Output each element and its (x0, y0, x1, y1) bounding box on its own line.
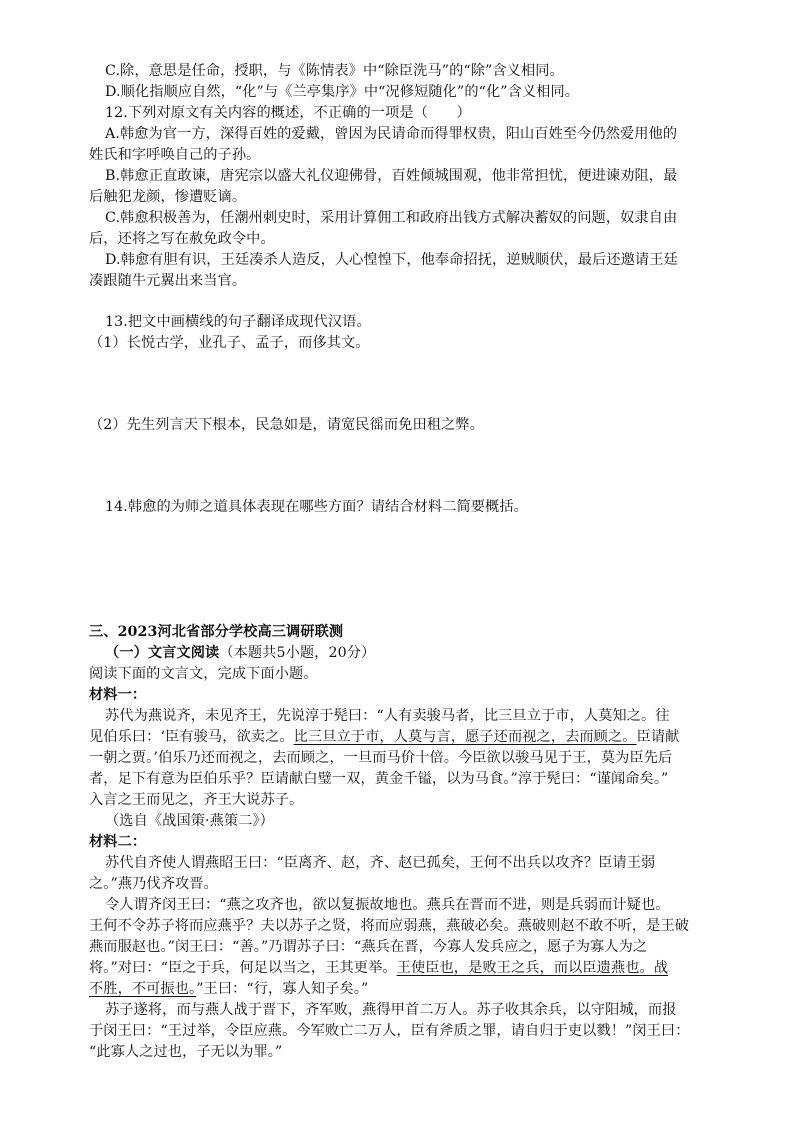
material-2-line7 (89, 979, 729, 1000)
material-2-line4: 王何不令苏子将而应燕乎？夫以苏子之贤，将而应弱燕，燕破必矣。燕破则赵不敢不听，是王破 (89, 918, 690, 934)
m1-l2-a: 见伯乐曰：‘臣有骏马，欲卖之。 (89, 729, 294, 745)
q11-option-d: D.顺化指顺应自然，“化”与《兰亭集序》中“况修短随化”的“化”含义相同。 (105, 84, 580, 100)
q13-sentence-1: （1）长悦古学，业孔子、孟子，而侈其文。 (89, 335, 370, 351)
m1-l2-b: 臣请献 (636, 729, 680, 745)
q12-option-d-line2: 凑跟随牛元翼出来当官。 (89, 273, 247, 289)
material-2-line3: 令人谓齐闵王曰：“燕之攻齐也，欲以复振故地也。燕兵在晋而不进，则是兵弱而计疑也。 (105, 897, 670, 913)
material-2-line10: “此寡人之过也，子无以为罪。” (89, 1044, 283, 1060)
section3-title: 三、2023河北省部分学校高三调研联测 (89, 624, 344, 640)
material-1-line5: 入言之王而见之，齐王大说苏子。 (89, 792, 304, 808)
m2-underlined-sentence-part2: 不胜，不可振也。 (89, 981, 197, 997)
subheading-bold: （一）文言文阅读 (105, 645, 220, 661)
material-2-line6 (89, 958, 729, 979)
material-2-line2: 之。”燕乃伐齐攻晋。 (89, 876, 218, 892)
subheading-rest: （本题共5小题，20分） (219, 645, 376, 661)
q12-option-d-line1: D.韩愈有胆有识，王廷凑杀人造反，人心惶惶下，他奉命招抚，逆贼顺伏，最后还邀请王廷 (105, 252, 678, 268)
q12-option-c-line2: 后，还将之写在赦免政令中。 (89, 231, 275, 247)
material-2-line1: 苏代自齐使人谓燕昭王曰：“臣离齐、赵，齐、赵已孤矣，王何不出兵以攻齐？臣请王弱 (105, 855, 656, 871)
material-1-line2 (89, 727, 729, 748)
material-1-line4: 者，足下有意为臣伯乐乎？臣请献白璧一双，黄金千镒，以为马食。”淳于髡曰：“谨闻命矣。” (89, 771, 669, 787)
material-2-line9: 于闵王曰：“王过举，令臣应燕。今军败亡二万人，臣有斧质之罪，请自归于吏以戮！”闵王曰： (89, 1023, 690, 1039)
m2-l6-a: 将。”对曰：“臣之于兵，何足以当之，王其更举。 (89, 960, 397, 976)
section3-subheading (105, 643, 745, 664)
material-1-line1: 苏代为燕说齐，未见齐王，先说淳于髡曰：“人有卖骏马者，比三旦立于市，人莫知之。往 (105, 708, 670, 724)
q12-option-a-line1: A.韩愈为官一方，深得百姓的爱戴，曾因为民请命而得罪权贵，阳山百姓至今仍然爱用他的 (105, 126, 678, 142)
q11-option-c: C.除，意思是任命，授职，与《陈情表》中“除臣洗马”的“除”含义相同。 (105, 63, 564, 79)
material-2-line8: 苏子遂将，而与燕人战于晋下，齐军败，燕得甲首二万人。苏子收其余兵，以守阳城，而报 (105, 1002, 677, 1018)
q12-option-b-line2: 后触犯龙颜，惨遭贬谪。 (89, 189, 247, 205)
m1-underlined-sentence: 比三旦立于市，人莫与言，愿子还而视之，去而顾之。 (293, 729, 637, 745)
material-2-label: 材料二： (89, 834, 147, 850)
q13-stem: 13.把文中画横线的句子翻译成现代汉语。 (105, 314, 371, 330)
material-2-line5: 燕而服赵也。”闵王曰：“善。”乃谓苏子曰：“燕兵在晋，今寡人发兵应之，愿子为寡人为之 (89, 939, 648, 955)
q12-option-a-line2: 姓氏和字呼唤自己的子孙。 (89, 147, 261, 163)
material-1-source: （选自《战国策·燕策二》） (105, 813, 274, 829)
q14-stem: 14.韩愈的为师之道具体表现在哪些方面？请结合材料二简要概括。 (105, 499, 528, 515)
q12-option-b-line1: B.韩愈正直敢谏，唐宪宗以盛大礼仪迎佛骨，百姓倾城围观，他非常担忧，便进谏劝阻，最 (105, 168, 678, 184)
m2-underlined-sentence-part1: 王使臣也，是败王之兵，而以臣遗燕也。战 (396, 960, 669, 976)
q13-sentence-2: （2）先生列言天下根本，民急如是，请宽民徭而免田租之弊。 (89, 417, 484, 433)
section3-instruction: 阅读下面的文言文，完成下面小题。 (89, 666, 318, 682)
material-1-label: 材料一： (89, 687, 147, 703)
q12-option-c-line1: C.韩愈积极善为，任潮州刺史时，采用计算佣工和政府出钱方式解决蓄奴的问题，奴隶自由 (105, 210, 678, 226)
q12-stem: 12.下列对原文有关内容的概述，不正确的一项是（ ） (105, 105, 471, 121)
material-1-line3: 一朝之贾。’伯乐乃还而视之，去而顾之，一旦而马价十倍。今臣欲以骏马见于王，莫为臣先后 (89, 750, 673, 766)
m2-l7-b: ”王曰：“行，寡人知子矣。” (196, 981, 369, 997)
